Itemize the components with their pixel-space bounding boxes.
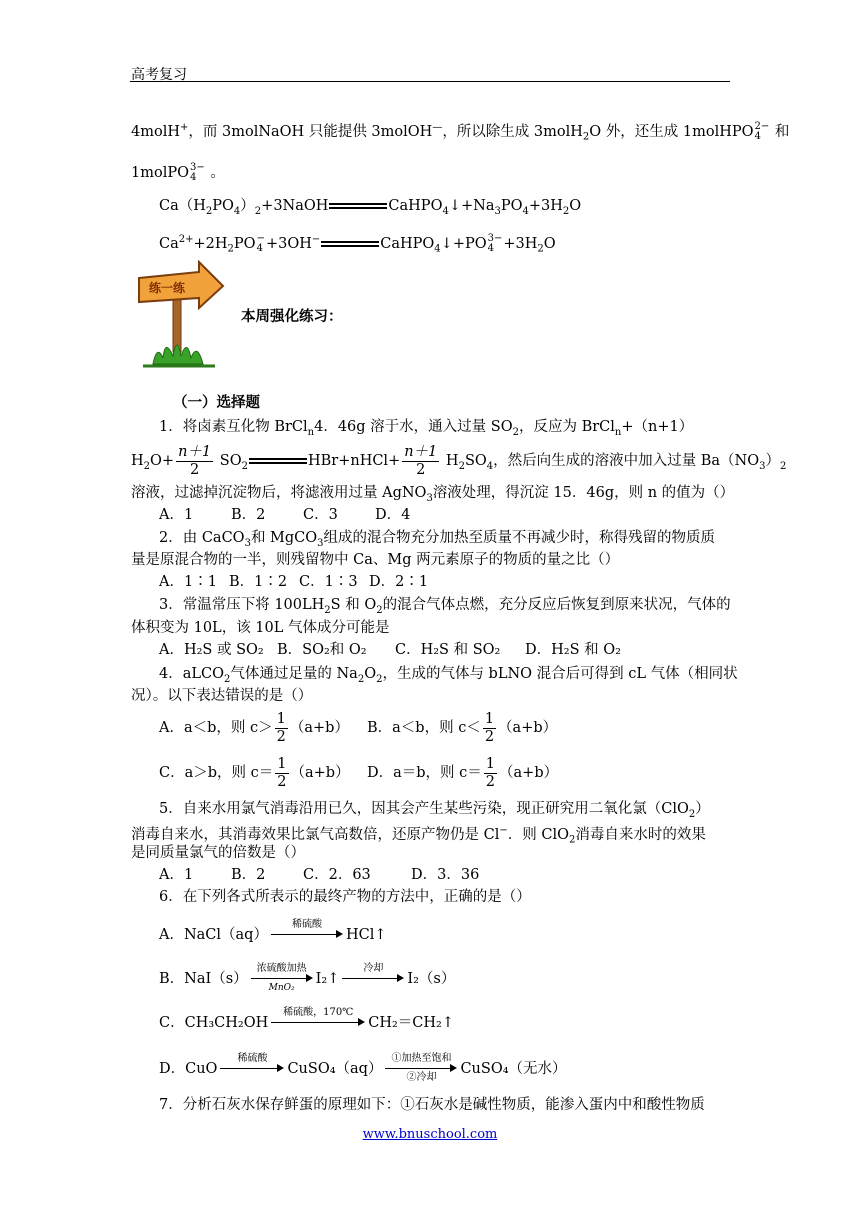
header-rule [130,81,730,82]
q5-line-3: 是同质量氯气的倍数是（） [131,845,305,861]
page-header: 高考复习 [131,67,187,83]
practice-signpost-icon [133,260,225,368]
q3-options: A．H₂S 或 SO₂ B．SO₂和 O₂ C．H₂S 和 SO₂ D．H₂S 和 O₂ [159,642,621,658]
q4-options-ab: A．a＜b，则 c＞ $\frac{1}{2}$ （a+b） B．a＜b，则 c＜ $\frac{1}{2}$ （a+b） [159,710,558,745]
equation-1: $Ca(H_2PO_4)_2+3NaOH$ $CaHPO_4↓+Na_3PO_4+3H_2O$ [159,198,582,217]
q1-line-3: 溶液，过滤掉沉淀物后，将滤液用过量 AgNO$_3$溶液处理，得沉淀 15．46g，则 n 的值为（） [131,485,735,504]
q6-option-c: C．CH₃CH₂OH 稀硫酸，170℃ CH₂＝CH₂↑ [159,1006,454,1040]
q1-fraction-2: $\frac{n+1}{2}$ [404,443,438,478]
q6-option-d: D．CuO 稀硫酸 CuSO₄（aq） ①加热至饱和 ②冷却 CuSO₄（无水） [159,1052,567,1086]
q6-option-a: A．NaCl（aq） 稀硫酸 HCl↑ [159,918,387,952]
reaction-arrow: 冷却 [342,962,404,996]
intro-line-2: 1molPO 3− 4 。 [131,162,225,183]
q5-options: A．1 B．2 C．2．63 D．3．36 [159,867,480,883]
section-title: （一）选择题 [173,394,260,411]
q6-line-1: 6．在下列各式所表示的最终产物的方法中，正确的是（） [159,889,531,905]
q1-line-1: 1．将卤素互化物 BrCl$_n$4．46g 溶于水，通入过量 $SO_2$，反应为 BrCl$_n$+（n+1） [159,419,694,438]
intro-line-1: 4molH+，而 3molNaOH 只能提供 3molOH—，所以除生成 3molH$_2$O 外，还生成 1molHPO 2− 4 和 [131,120,790,143]
q3-line-1: 3．常温常压下将 $100LH_2S$ 和 $O_2$的混合气体点燃，充分反应后恢复到原来状况，气体的 [159,597,731,616]
equation-2: $Ca^{2+}+2H_2PO$ − 4 +3OH− CaHPO$_4$↓+PO 3− 4 $+3H_2O$ [159,232,556,255]
q4-line-2: 况）。以下表达错误的是（） [131,688,313,704]
q2-line-1: 2．由 CaCO$_3$和 MgCO$_3$组成的混合物充分加热至质量不再减少时，称得残留的物质质 [159,530,716,549]
reaction-arrow: 稀硫酸，170℃ [271,1006,365,1040]
q7-line-1: 7．分析石灰水保存鲜蛋的原理如下：①石灰水是碱性物质，能渗入蛋内中和酸性物质 [159,1097,705,1113]
q1-options: A．1 B．2 C．3 D．4 [159,507,411,523]
q3-line-2: 体积变为 10L，该 10L 气体成分可能是 [131,620,390,636]
reaction-arrow: 稀硫酸 [271,918,343,952]
footer-link[interactable]: www.bnuschool.com [362,1127,498,1142]
q6-option-b: B．NaI（s） 浓硫酸加热 MnO₂ I₂↑ 冷却 I₂（s） [159,962,455,996]
q4-options-cd: C．a＞b，则 c＝ $\frac{1}{2}$ （a+b） D．a＝b，则 c＝ $\frac{1}{2}$ （a+b） [159,755,559,790]
reaction-arrow: 稀硫酸 [220,1052,284,1086]
q2-line-2: 量是原混合物的一半，则残留物中 Ca、Mg 两元素原子的物质的量之比（） [131,552,620,568]
practice-heading: 本周强化练习： [241,308,343,325]
q5-line-2: 消毒自来水，其消毒效果比氯气高数倍，还原产物仍是 Cl−．则 ClO$_2$消毒自来水时的效果 [131,825,706,846]
reaction-arrow: ①加热至饱和 ②冷却 [385,1052,457,1086]
q5-line-1: 5．自来水用氯气消毒沿用已久，因其会产生某些污染，现正研究用二氧化氯（ClO$_2$） [159,801,710,820]
q1-line-2: $H_2O+$ $\frac{n+1}{2}$ $SO_2$ HBr+nHCl+ $\frac{n+1}{2}$ $H_2SO_4$，然后向生成的溶液中加入过量 $Ba(NO_3)_2$ [131,443,787,478]
q1-fraction-1: $\frac{n+1}{2}$ [178,443,212,478]
reaction-arrow: 浓硫酸加热 MnO₂ [251,962,313,996]
sign-text: 练一练 [148,281,186,295]
q2-options: A．1∶1 B．1∶2 C．1∶3 D．2∶1 [159,574,429,590]
q4-line-1: 4．aLCO$_2$气体通过足量的 $Na_2O_2$，生成的气体与 bLNO 混合后可得到 cL 气体（相同状 [159,666,738,685]
